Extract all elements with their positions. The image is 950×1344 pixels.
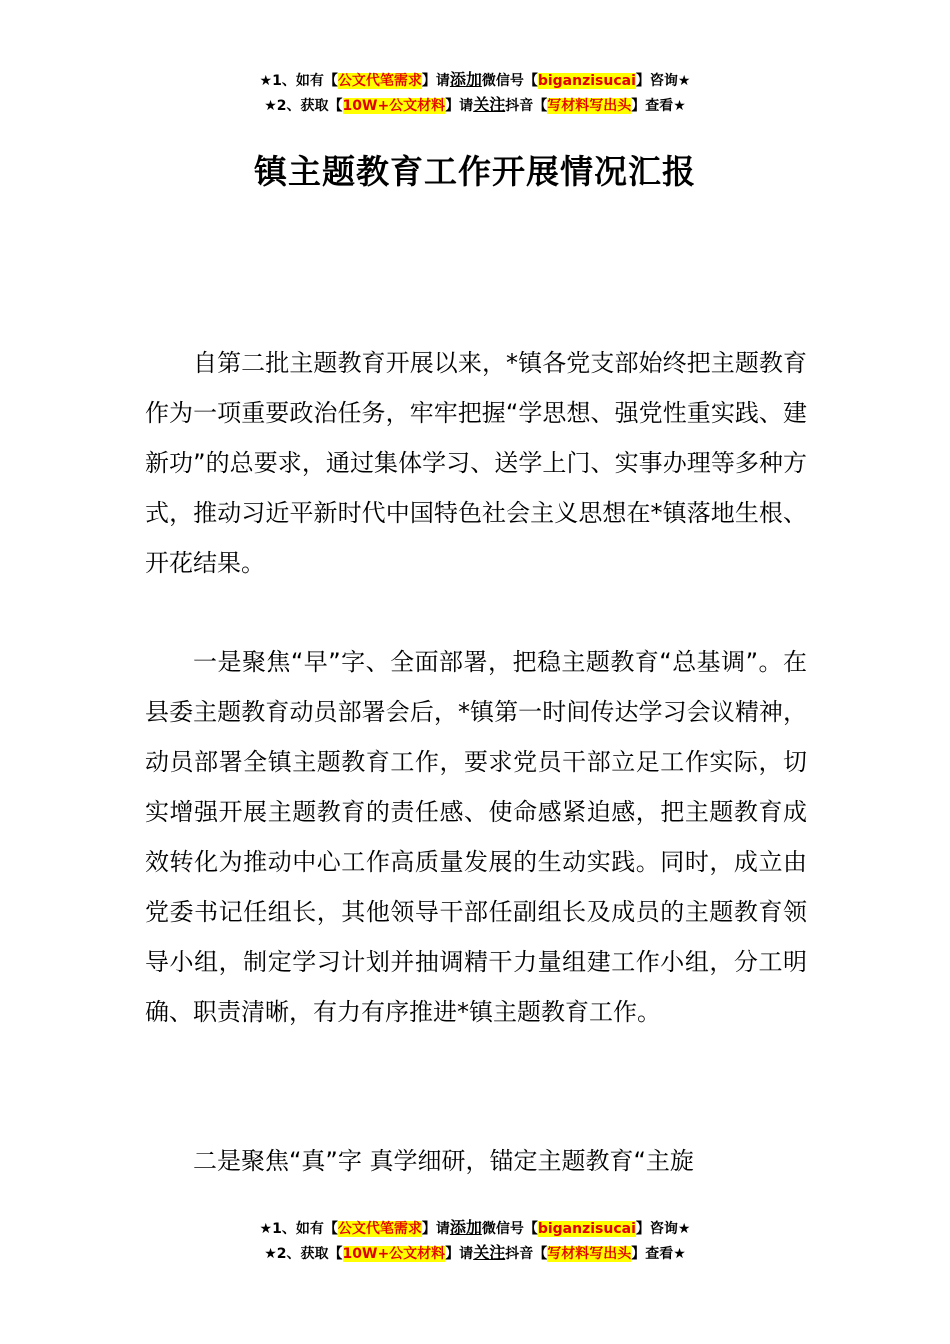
banner-highlight: 公文代笔需求 bbox=[337, 73, 422, 89]
banner-text: 】查看★ bbox=[631, 1246, 686, 1262]
paragraph-section-1: 一是聚焦“早”字、全面部署，把稳主题教育“总基调”。在县委主题教育动员部署会后，*镇第一时间传达学习会议精神，动员部署全镇主题教育工作，要求党员干部立足工作实际，切实增强开展主题教育的责任感、使命感紧迫感，把主题教育成效转化为推动中心工作高质量发展的生动实践。同时，成立由党委书记任组长，其他领导干部任副组长及成员的主题教育领导小组，制定学习计划并抽调精干力量组建工作小组，分工明确、职责清晰，有力有序推进*镇主题教育工作。 bbox=[145, 648, 807, 1026]
banner-text: 】请 bbox=[445, 1246, 474, 1262]
banner-line-2 bbox=[0, 1241, 950, 1266]
banner-text: 微信号【 bbox=[481, 73, 538, 89]
banner-highlight: 10W+公文材料 bbox=[342, 98, 446, 114]
banner-douyin-id: 写材料写出头 bbox=[547, 98, 632, 114]
banner-text: ★2、获取【 bbox=[264, 1246, 343, 1262]
banner-wechat-id: biganzisucai bbox=[537, 73, 636, 89]
banner-text: 】咨询★ bbox=[635, 1221, 691, 1237]
banner-emphasis: 关注 bbox=[473, 1243, 506, 1262]
banner-text: 】咨询★ bbox=[635, 73, 691, 89]
banner-line-1 bbox=[0, 1216, 950, 1241]
banner-text: 】请 bbox=[421, 1221, 450, 1237]
banner-line-1 bbox=[0, 68, 950, 93]
banner-text: ★1、如有【 bbox=[259, 73, 338, 89]
banner-text: ★1、如有【 bbox=[259, 1221, 338, 1237]
paragraph-intro: 自第二批主题教育开展以来，*镇各党支部始终把主题教育作为一项重要政治任务，牢牢把握“学思想、强党性重实践、建新功”的总要求，通过集体学习、送学上门、实事办理等多种方式，推动习近平新时代中国特色社会主义思想在*镇落地生根、开花结果。 bbox=[145, 349, 807, 577]
banner-highlight: 10W+公文材料 bbox=[342, 1246, 446, 1262]
banner-text: 微信号【 bbox=[481, 1221, 538, 1237]
banner-text: 抖音【 bbox=[505, 1246, 548, 1262]
document-title: 镇主题教育工作开展情况汇报 bbox=[254, 152, 696, 191]
banner-line-2 bbox=[0, 93, 950, 118]
banner-text: ★2、获取【 bbox=[264, 98, 343, 114]
banner-emphasis: 添加 bbox=[449, 1218, 482, 1237]
banner-text: 】请 bbox=[421, 73, 450, 89]
banner-text: 】查看★ bbox=[631, 98, 686, 114]
banner-highlight: 公文代笔需求 bbox=[337, 1221, 422, 1237]
banner-text: 】请 bbox=[445, 98, 474, 114]
banner-emphasis: 关注 bbox=[473, 95, 506, 114]
banner-text: 抖音【 bbox=[505, 98, 548, 114]
banner-emphasis: 添加 bbox=[449, 70, 482, 89]
banner-douyin-id: 写材料写出头 bbox=[547, 1246, 632, 1262]
paragraph-section-2: 二是聚焦“真”字 真学细研，锚定主题教育“主旋 bbox=[193, 1147, 694, 1175]
footer-banner bbox=[0, 1216, 950, 1266]
header-banner bbox=[0, 68, 950, 118]
banner-wechat-id: biganzisucai bbox=[537, 1221, 636, 1237]
